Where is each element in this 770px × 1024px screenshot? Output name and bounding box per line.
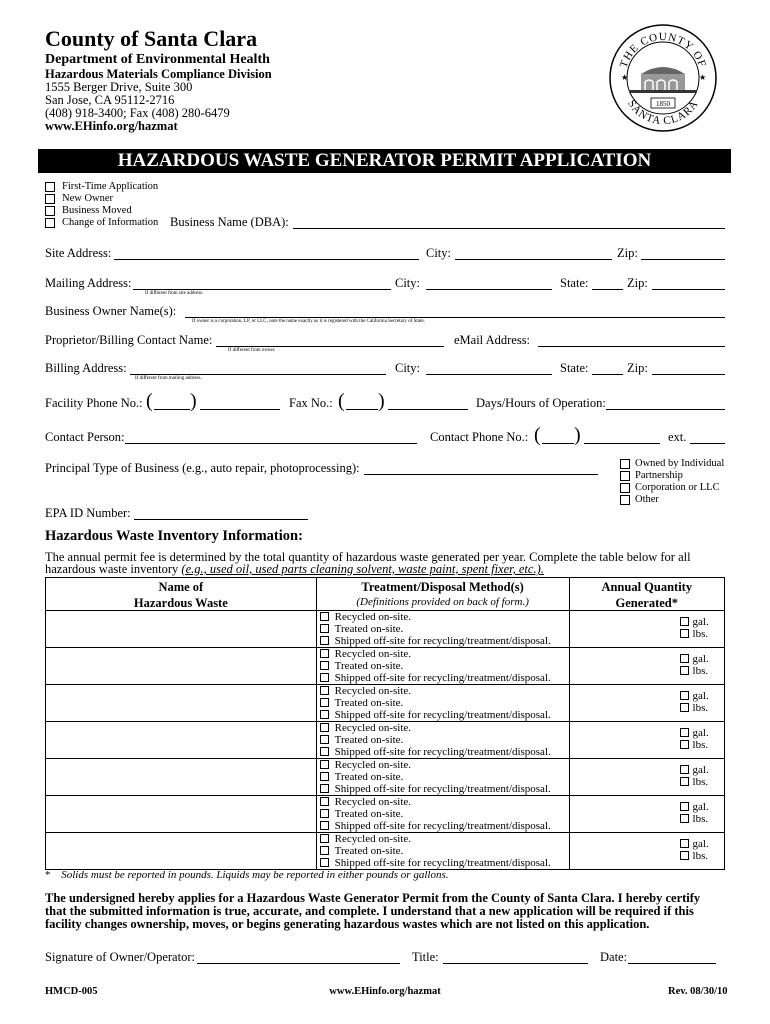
method-recycled-checkbox[interactable] — [320, 686, 329, 695]
billing-address-label: Billing Address: — [45, 361, 127, 375]
method-shipped-checkbox[interactable] — [320, 821, 329, 830]
facility-phone-area-close: ) — [190, 390, 197, 412]
method-treated-checkbox[interactable] — [320, 735, 329, 744]
waste-name-cell[interactable] — [46, 759, 317, 796]
billing-contact-label: Proprietor/Billing Contact Name: — [45, 333, 213, 347]
waste-name-cell[interactable] — [46, 611, 317, 648]
county-name: County of Santa Clara — [45, 26, 258, 51]
seal-bottom-text: SANTA CLARA — [625, 97, 701, 128]
business-type-label: Principal Type of Business (e.g., auto repair, photoprocessing): — [45, 461, 360, 475]
fax-field[interactable] — [388, 409, 468, 410]
svg-text:★: ★ — [699, 73, 707, 82]
signature-title-label: Title: — [412, 950, 439, 964]
method-treated-checkbox[interactable] — [320, 809, 329, 818]
mailing-zip-label: Zip: — [627, 276, 648, 290]
unit-lbs-checkbox[interactable] — [680, 703, 689, 712]
contact-phone-area-close: ) — [574, 424, 581, 446]
site-address-label: Site Address: — [45, 246, 112, 260]
inventory-examples: (e.g., used oil, used parts cleaning solvent, waste paint, spent fixer, etc.). — [181, 562, 544, 576]
method-recycled-checkbox[interactable] — [320, 797, 329, 806]
footer-form-number: HMCD-005 — [45, 986, 98, 997]
method-option-treated — [317, 771, 569, 783]
unit-lbs-checkbox[interactable] — [680, 814, 689, 823]
quantity-cell[interactable] — [569, 648, 724, 685]
unit-gal-label: gal. — [692, 690, 709, 702]
method-option-recycled — [317, 648, 569, 660]
inventory-row — [46, 722, 725, 759]
treatment-method-cell — [316, 796, 569, 833]
mailing-state-label: State: — [560, 276, 589, 290]
owner-names-label: Business Owner Name(s): — [45, 304, 177, 318]
treatment-method-cell — [316, 685, 569, 722]
method-shipped-label: Shipped off-site for recycling/treatment/disposal. — [334, 709, 551, 721]
site-zip-field[interactable] — [641, 259, 725, 260]
method-option-shipped — [317, 672, 569, 684]
business-name-field[interactable] — [293, 228, 725, 229]
method-recycled-checkbox[interactable] — [320, 760, 329, 769]
address-line-1: 1555 Berger Drive, Suite 300 — [45, 80, 193, 94]
mailing-city-field[interactable] — [426, 289, 552, 290]
method-recycled-label: Recycled on-site. — [334, 648, 412, 660]
method-option-recycled — [317, 759, 569, 771]
mailing-address-label: Mailing Address: — [45, 276, 132, 290]
method-treated-checkbox[interactable] — [320, 624, 329, 633]
inventory-intro-2 — [45, 562, 544, 576]
method-recycled-label: Recycled on-site. — [334, 722, 412, 734]
method-treated-label: Treated on-site. — [334, 734, 404, 746]
method-recycled-label: Recycled on-site. — [334, 796, 412, 808]
site-city-label: City: — [426, 246, 452, 260]
quantity-cell[interactable] — [569, 685, 724, 722]
fax-area-field[interactable] — [346, 409, 378, 410]
unit-lbs-checkbox[interactable] — [680, 851, 689, 860]
method-option-shipped — [317, 783, 569, 795]
unit-gal-label: gal. — [692, 616, 709, 628]
contact-person-field[interactable] — [125, 443, 417, 444]
method-treated-checkbox[interactable] — [320, 698, 329, 707]
billing-address-field[interactable] — [130, 374, 386, 375]
unit-gal-checkbox[interactable] — [680, 839, 689, 848]
method-shipped-label: Shipped off-site for recycling/treatment/disposal. — [334, 672, 551, 684]
svg-text:★: ★ — [621, 73, 629, 82]
unit-lbs-label: lbs. — [692, 776, 709, 788]
inventory-row — [46, 796, 725, 833]
inventory-row — [46, 685, 725, 722]
other-label: Other — [635, 494, 659, 505]
unit-lbs-label: lbs. — [692, 850, 709, 862]
col-quantity-header — [569, 578, 724, 611]
business-name-label: Business Name (DBA): — [170, 215, 289, 229]
inventory-table — [45, 577, 725, 870]
method-treated-label: Treated on-site. — [334, 771, 404, 783]
unit-lbs-label: lbs. — [692, 702, 709, 714]
billing-state-field[interactable] — [592, 374, 623, 375]
corporation-checkbox[interactable] — [620, 483, 630, 493]
col-quantity-line2: Generated* — [615, 596, 679, 610]
unit-lbs-checkbox[interactable] — [680, 629, 689, 638]
other-checkbox[interactable] — [620, 495, 630, 505]
epa-id-label: EPA ID Number: — [45, 506, 131, 520]
inventory-intro-2a: hazardous waste inventory — [45, 562, 179, 576]
quantity-cell[interactable] — [569, 759, 724, 796]
method-recycled-checkbox[interactable] — [320, 723, 329, 732]
method-shipped-label: Shipped off-site for recycling/treatment/disposal. — [334, 746, 551, 758]
address-line-2: San Jose, CA 95112-2716 — [45, 93, 175, 107]
method-treated-label: Treated on-site. — [334, 808, 404, 820]
signature-date-label: Date: — [600, 950, 628, 964]
method-option-recycled — [317, 722, 569, 734]
waste-name-cell[interactable] — [46, 648, 317, 685]
seal-top-text: THE COUNTY OF — [617, 30, 709, 70]
billing-contact-field[interactable] — [216, 346, 444, 347]
method-recycled-checkbox[interactable] — [320, 834, 329, 843]
col-method-line1: Treatment/Disposal Method(s) — [361, 580, 524, 594]
svg-text:THE COUNTY OF — [618, 31, 709, 69]
signature-title-field[interactable] — [443, 963, 588, 964]
contact-phone-label: Contact Phone No.: — [430, 430, 529, 444]
facility-phone-area-open: ( — [146, 390, 153, 412]
mailing-state-field[interactable] — [592, 289, 623, 290]
first-time-checkbox[interactable] — [45, 182, 55, 192]
partnership-checkbox[interactable] — [620, 471, 630, 481]
quantity-cell[interactable] — [569, 796, 724, 833]
method-option-recycled — [317, 833, 569, 845]
method-recycled-checkbox[interactable] — [320, 612, 329, 621]
billing-state-label: State: — [560, 361, 589, 375]
method-shipped-label: Shipped off-site for recycling/treatment/disposal. — [334, 783, 551, 795]
unit-gal-checkbox[interactable] — [680, 654, 689, 663]
fax-label: Fax No.: — [289, 396, 333, 410]
method-shipped-checkbox[interactable] — [320, 673, 329, 682]
unit-lbs-checkbox[interactable] — [680, 777, 689, 786]
method-treated-checkbox[interactable] — [320, 772, 329, 781]
days-hours-label: Days/Hours of Operation: — [476, 396, 606, 410]
method-treated-label: Treated on-site. — [334, 660, 404, 672]
method-treated-checkbox[interactable] — [320, 846, 329, 855]
mailing-address-note: If different from site address. — [145, 291, 204, 296]
quantity-cell[interactable] — [569, 611, 724, 648]
facility-phone-label: Facility Phone No.: — [45, 396, 143, 410]
contact-phone-area-open: ( — [534, 424, 541, 446]
col-method-header — [316, 578, 569, 611]
owner-names-field[interactable] — [185, 317, 725, 318]
certification-line-2: that the submitted information is true, accurate, and complete. I understand that a new application will be required if this — [45, 904, 694, 918]
method-recycled-label: Recycled on-site. — [334, 611, 412, 623]
days-hours-field[interactable] — [606, 409, 725, 410]
unit-lbs-checkbox[interactable] — [680, 666, 689, 675]
fax-area-close: ) — [378, 390, 385, 412]
method-treated-checkbox[interactable] — [320, 661, 329, 670]
mailing-zip-field[interactable] — [652, 289, 725, 290]
unit-gal-checkbox[interactable] — [680, 765, 689, 774]
method-shipped-label: Shipped off-site for recycling/treatment/disposal. — [334, 635, 551, 647]
mailing-address-field[interactable] — [133, 289, 391, 290]
owned-individual-checkbox[interactable] — [620, 459, 630, 469]
billing-city-field[interactable] — [426, 374, 552, 375]
footnote — [45, 869, 448, 881]
inventory-header-row — [46, 578, 725, 611]
inventory-row — [46, 833, 725, 870]
business-moved-checkbox[interactable] — [45, 206, 55, 216]
unit-gal-checkbox[interactable] — [680, 617, 689, 626]
method-shipped-label: Shipped off-site for recycling/treatment/disposal. — [334, 820, 551, 832]
method-option-shipped — [317, 857, 569, 869]
unit-gal-label: gal. — [692, 653, 709, 665]
treatment-method-cell — [316, 648, 569, 685]
unit-gal-label: gal. — [692, 801, 709, 813]
method-shipped-checkbox[interactable] — [320, 710, 329, 719]
method-recycled-label: Recycled on-site. — [334, 833, 412, 845]
department-name: Department of Environmental Health — [45, 52, 270, 67]
unit-gal-checkbox[interactable] — [680, 691, 689, 700]
email-label: eMail Address: — [454, 333, 531, 347]
method-option-recycled — [317, 796, 569, 808]
method-option-shipped — [317, 746, 569, 758]
phone-fax: (408) 918-3400; Fax (408) 280-6479 — [45, 106, 230, 120]
inventory-heading: Hazardous Waste Inventory Information: — [45, 528, 303, 544]
col-waste-name-header — [46, 578, 317, 611]
seal-year: 1850 — [656, 100, 670, 108]
treatment-method-cell — [316, 611, 569, 648]
unit-gal-label: gal. — [692, 727, 709, 739]
method-option-treated — [317, 845, 569, 857]
method-shipped-checkbox[interactable] — [320, 747, 329, 756]
unit-lbs-label: lbs. — [692, 813, 709, 825]
col-method-line2: (Definitions provided on back of form.) — [356, 596, 529, 608]
method-option-treated — [317, 623, 569, 635]
corporation-label: Corporation or LLC — [635, 482, 720, 493]
col-waste-name-line2: Hazardous Waste — [133, 596, 228, 610]
division-name: Hazardous Materials Compliance Division — [45, 67, 272, 81]
method-shipped-checkbox[interactable] — [320, 858, 329, 867]
method-option-recycled — [317, 611, 569, 623]
footer-revision: Rev. 08/30/10 — [668, 986, 728, 997]
treatment-method-cell — [316, 833, 569, 870]
site-city-field[interactable] — [455, 259, 612, 260]
method-option-shipped — [317, 635, 569, 647]
method-option-shipped — [317, 820, 569, 832]
footer-website: www.EHinfo.org/hazmat — [329, 986, 441, 997]
billing-address-note: If different from mailing address. — [135, 376, 202, 381]
billing-zip-field[interactable] — [652, 374, 725, 375]
col-quantity-line1: Annual Quantity — [601, 580, 693, 594]
method-option-shipped — [317, 709, 569, 721]
signature-label: Signature of Owner/Operator: — [45, 950, 195, 964]
certification-line-1: The undersigned hereby applies for a Hazardous Waste Generator Permit from the County of Santa Clara. I hereby certify — [45, 891, 701, 905]
method-recycled-label: Recycled on-site. — [334, 685, 412, 697]
method-shipped-checkbox[interactable] — [320, 636, 329, 645]
website: www.EHinfo.org/hazmat — [45, 119, 178, 133]
col-waste-name-line1: Name of — [158, 580, 204, 594]
ext-field[interactable] — [690, 443, 725, 444]
quantity-cell[interactable] — [569, 833, 724, 870]
inventory-intro-1: The annual permit fee is determined by the total quantity of hazardous waste generated per year. Complete the table below for all — [45, 550, 691, 564]
facility-phone-area-field[interactable] — [154, 409, 190, 410]
county-seal — [607, 22, 719, 134]
method-treated-label: Treated on-site. — [334, 623, 404, 635]
ext-label: ext. — [668, 430, 687, 444]
waste-name-cell[interactable] — [46, 722, 317, 759]
epa-id-field[interactable] — [134, 519, 308, 520]
method-treated-label: Treated on-site. — [334, 845, 404, 857]
method-option-treated — [317, 697, 569, 709]
unit-lbs-checkbox[interactable] — [680, 740, 689, 749]
unit-gal-label: gal. — [692, 838, 709, 850]
certification-line-3: facility changes ownership, moves, or begins generating hazardous wastes which are not listed on this application. — [45, 917, 650, 931]
waste-name-cell[interactable] — [46, 796, 317, 833]
form-title: HAZARDOUS WASTE GENERATOR PERMIT APPLICATION — [38, 149, 731, 173]
method-recycled-checkbox[interactable] — [320, 649, 329, 658]
billing-zip-label: Zip: — [627, 361, 648, 375]
footnote-text: Solids must be reported in pounds. Liquids may be reported in either pounds or gallons. — [61, 869, 449, 881]
treatment-method-cell — [316, 759, 569, 796]
unit-lbs-label: lbs. — [692, 739, 709, 751]
signature-field[interactable] — [197, 963, 400, 964]
method-option-recycled — [317, 685, 569, 697]
quantity-cell[interactable] — [569, 722, 724, 759]
contact-person-label: Contact Person: — [45, 430, 125, 444]
fax-area-open: ( — [338, 390, 345, 412]
business-type-field[interactable] — [364, 474, 598, 475]
mailing-city-label: City: — [395, 276, 421, 290]
billing-city-label: City: — [395, 361, 421, 375]
unit-gal-label: gal. — [692, 764, 709, 776]
business-moved-label: Business Moved — [62, 205, 132, 216]
method-recycled-label: Recycled on-site. — [334, 759, 412, 771]
waste-name-cell[interactable] — [46, 833, 317, 870]
contact-phone-area-field[interactable] — [542, 443, 574, 444]
unit-gal-checkbox[interactable] — [680, 728, 689, 737]
billing-contact-note: If different from owner. — [228, 348, 276, 353]
email-field[interactable] — [538, 346, 725, 347]
contact-phone-field[interactable] — [584, 443, 660, 444]
inventory-row — [46, 611, 725, 648]
method-treated-label: Treated on-site. — [334, 697, 404, 709]
facility-phone-field[interactable] — [200, 409, 280, 410]
unit-gal-checkbox[interactable] — [680, 802, 689, 811]
method-shipped-checkbox[interactable] — [320, 784, 329, 793]
first-time-label: First-Time Application — [62, 181, 159, 192]
method-option-treated — [317, 660, 569, 672]
unit-lbs-label: lbs. — [692, 665, 709, 677]
inventory-row — [46, 759, 725, 796]
inventory-row — [46, 648, 725, 685]
method-shipped-label: Shipped off-site for recycling/treatment/disposal. — [334, 857, 551, 869]
method-option-treated — [317, 734, 569, 746]
waste-name-cell[interactable] — [46, 685, 317, 722]
unit-lbs-label: lbs. — [692, 628, 709, 640]
treatment-method-cell — [316, 722, 569, 759]
owner-names-note: If owner is a corporation, LP, or LLC, note the name exactly as it is registered with the California Secretary of State. — [192, 319, 425, 324]
method-option-treated — [317, 808, 569, 820]
site-address-field[interactable] — [114, 259, 419, 260]
owned-individual-label: Owned by Individual — [635, 458, 725, 469]
signature-date-field[interactable] — [628, 963, 716, 964]
site-zip-label: Zip: — [617, 246, 638, 260]
change-info-label: Change of Information — [62, 217, 159, 228]
footnote-mark: * — [45, 869, 51, 881]
change-info-checkbox[interactable] — [45, 218, 55, 228]
partnership-label: Partnership — [635, 470, 683, 481]
new-owner-checkbox[interactable] — [45, 194, 55, 204]
new-owner-label: New Owner — [62, 193, 114, 204]
